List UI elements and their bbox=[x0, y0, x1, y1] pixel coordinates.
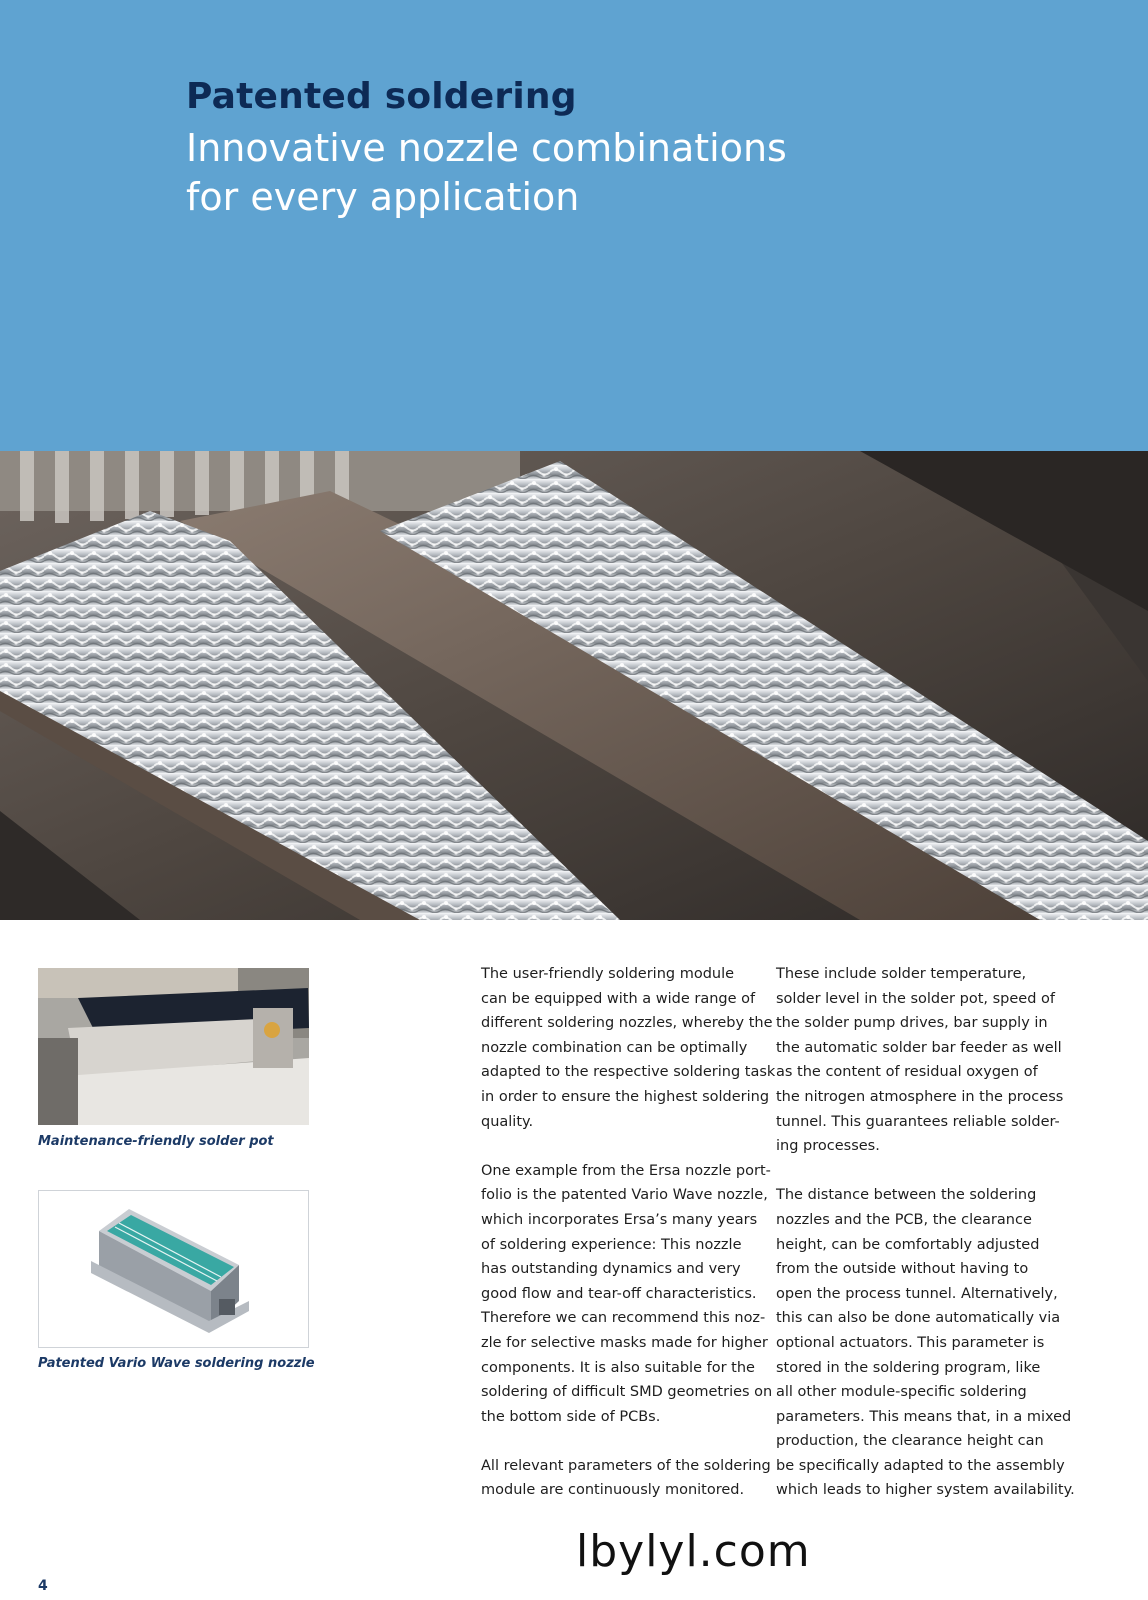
text-line: The distance between the soldering bbox=[776, 1187, 1037, 1204]
text-line: nozzles and the PCB, the clearance bbox=[776, 1211, 1032, 1228]
text-line: Therefore we can recommend this noz- bbox=[481, 1310, 766, 1327]
text-line: ing processes. bbox=[776, 1138, 880, 1155]
text-line: zle for selective masks made for higher bbox=[481, 1334, 768, 1351]
hero-solder-wave-image bbox=[0, 451, 1148, 920]
text-line: the automatic solder bar feeder as well bbox=[776, 1039, 1062, 1056]
body-paragraph bbox=[481, 962, 776, 1134]
text-line: The user-friendly soldering module bbox=[481, 966, 735, 982]
text-line: solder level in the solder pot, speed of bbox=[776, 990, 1055, 1007]
text-line: the solder pump drives, bar supply in bbox=[776, 1015, 1048, 1032]
text-line: quality. bbox=[481, 1113, 534, 1130]
text-line: parameters. This means that, in a mixed bbox=[776, 1408, 1072, 1425]
page-number: 4 bbox=[38, 1578, 48, 1594]
text-line: production, the clearance height can bbox=[776, 1433, 1044, 1450]
text-line: All relevant parameters of the soldering bbox=[481, 1457, 771, 1474]
text-line: good flow and tear-off characteristics. bbox=[481, 1285, 757, 1302]
body-column-2 bbox=[776, 962, 1075, 1528]
body-paragraph bbox=[776, 962, 1064, 1159]
body-paragraph bbox=[776, 1183, 1075, 1503]
text-line: from the outside without having to bbox=[776, 1261, 1029, 1278]
caption-solder-pot: Maintenance-friendly solder pot bbox=[38, 1134, 274, 1149]
solder-pot-image bbox=[38, 968, 309, 1125]
text-line: the nitrogen atmosphere in the process bbox=[776, 1088, 1064, 1105]
text-line: in order to ensure the highest soldering bbox=[481, 1088, 770, 1105]
text-line: These include solder temperature, bbox=[776, 966, 1027, 982]
text-line: the bottom side of PCBs. bbox=[481, 1408, 661, 1425]
text-line: folio is the patented Vario Wave nozzle, bbox=[481, 1187, 768, 1204]
body-column-1 bbox=[481, 962, 776, 1528]
text-line: optional actuators. This parameter is bbox=[776, 1334, 1045, 1351]
page-title: Patented soldering bbox=[186, 76, 577, 117]
text-line: module are continuously monitored. bbox=[481, 1482, 745, 1499]
text-line: as the content of residual oxygen of bbox=[776, 1064, 1038, 1081]
text-line: tunnel. This guarantees reliable solder- bbox=[776, 1113, 1060, 1130]
text-line: this can also be done automatically via bbox=[776, 1310, 1061, 1327]
text-line: of soldering experience: This nozzle bbox=[481, 1236, 742, 1253]
text-line: One example from the Ersa nozzle port- bbox=[481, 1162, 771, 1179]
subtitle-line: Innovative nozzle combinations bbox=[186, 126, 787, 170]
text-line: components. It is also suitable for the bbox=[481, 1359, 755, 1376]
text-line: height, can be comfortably adjusted bbox=[776, 1236, 1040, 1253]
text-line: be specifically adapted to the assembly bbox=[776, 1457, 1065, 1474]
text-line: all other module-specific soldering bbox=[776, 1384, 1027, 1401]
text-line: open the process tunnel. Alternatively, bbox=[776, 1285, 1058, 1302]
vario-wave-nozzle-image bbox=[38, 1190, 309, 1348]
text-line: which leads to higher system availability. bbox=[776, 1482, 1075, 1499]
text-line: soldering of difficult SMD geometries on bbox=[481, 1384, 773, 1401]
page-subtitle bbox=[186, 124, 886, 222]
text-line: nozzle combination can be optimally bbox=[481, 1039, 748, 1056]
text-line: has outstanding dynamics and very bbox=[481, 1261, 741, 1278]
body-paragraph bbox=[481, 1454, 771, 1503]
text-line: can be equipped with a wide range of bbox=[481, 990, 756, 1007]
caption-nozzle: Patented Vario Wave soldering nozzle bbox=[38, 1356, 315, 1371]
text-line: which incorporates Ersa’s many years bbox=[481, 1211, 758, 1228]
text-line: stored in the soldering program, like bbox=[776, 1359, 1041, 1376]
body-paragraph bbox=[481, 1159, 773, 1430]
header-band bbox=[0, 0, 1148, 451]
text-line: different soldering nozzles, whereby the bbox=[481, 1015, 773, 1032]
text-line: adapted to the respective soldering task bbox=[481, 1064, 776, 1081]
subtitle-line: for every application bbox=[186, 175, 580, 219]
watermark: lbylyl.com bbox=[576, 1526, 811, 1577]
